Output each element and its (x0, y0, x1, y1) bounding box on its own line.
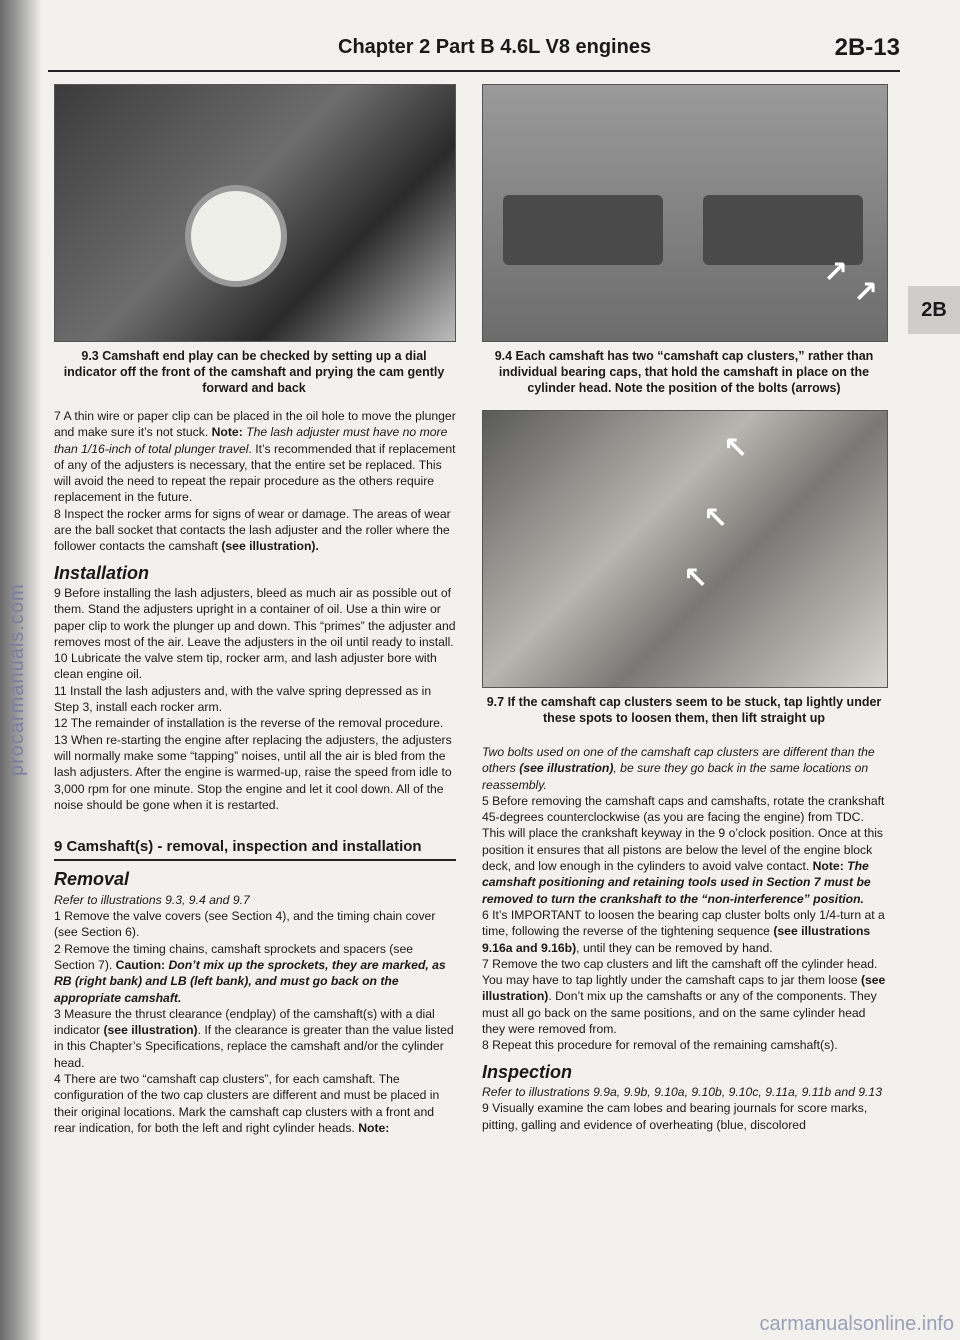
arrow-icon: ↖ (683, 562, 709, 595)
photo-dial-indicator (54, 84, 456, 342)
paragraph-8: 8 Inspect the rocker arms for signs of wear or damage. The areas of wear are the ball socket that contacts the lash adjuster and the roller where the follower contacts the camshaft (see illustration). (54, 506, 451, 554)
removal-step-2: 2 Remove the timing chains, camshaft sprockets and spacers (see Section 7). Caution: Don’t mix up the sprockets, they are marked, as RB (right bank) and LB (left bank), and must go back on the appropriate camshaft. (54, 941, 446, 1005)
dial-gauge-icon (185, 185, 287, 287)
photo-cylinder-head (482, 410, 888, 688)
inspection-heading: Inspection (482, 1061, 573, 1082)
paragraph-9: 9 Before installing the lash adjusters, bleed as much air as possible out of them. Stand the adjusters upright in a container of oil. Use a thin wire or paper clip to work the plunger up and down. This “primes” the adjuster and removes most of the air. Leave the adjusters in the oil until ready to install. (54, 585, 456, 649)
cap-cluster-left (503, 195, 663, 265)
removal-heading: Removal (54, 869, 130, 890)
removal-step-4: 4 There are two “camshaft cap clusters”, for each camshaft. The configuration of the two cap clusters are different and must be placed in their original locations. Mark the camshaft cap clusters with a front and rear indication, for both the left and right cylinder heads. Note: (54, 1071, 440, 1135)
arrow-icon: ↗ (853, 276, 879, 309)
removal-step-7: 7 Remove the two cap clusters and lift the camshaft off the cylinder head. You may have to tap lightly under the camshaft caps to jar them loose (see illustration). Don’t mix up the camshafts or any of the components. They must all go back on the same positions, and on the same cylinder head they were removed from. (482, 956, 886, 1037)
left-column (54, 408, 456, 1136)
footer-watermark: carmanualsonline.info (759, 1313, 954, 1335)
section-9-heading: 9 Camshaft(s) - removal, inspection and installation (54, 839, 456, 861)
removal-step-8: 8 Repeat this procedure for removal of the remaining camshaft(s). (482, 1038, 838, 1053)
caption-9-4: 9.4 Each camshaft has two “camshaft cap clusters,” rather than individual bearing caps, that hold the camshaft in place on the cylinder head. Note the position of the bolts (arrows) (494, 349, 874, 395)
removal-step-4-cont: Two bolts used on one of the camshaft cap clusters are different than the others (see illustration), be sure they go back in the same locations on reassembly. (482, 745, 875, 792)
removal-step-5: 5 Before removing the camshaft caps and camshafts, rotate the crankshaft 45-degrees counterclockwise (as you are facing the engine) from TDC. This will place the crankshaft keyway in the 9 o’clock position. Once at this position it ensures that all pistons are below the level of the engine block deck, and low enough in the cylinders to avoid valve contact. Note: The camshaft positioning and retaining tools used in Section 7 must be removed to turn the crankshaft to the “non-interference” position. (482, 793, 885, 906)
paragraph-13: 13 When re-starting the engine after replacing the adjusters, the adjusters will normally make some “tapping” noises, until all the air is bled from the lash adjusters. After the engine is warmed-up, raise the speed from idle to 3,000 rpm for one minute. Stop the engine and let it cool down. All of the noise should be gone when it is restarted. (54, 732, 452, 812)
arrow-icon: ↗ (823, 256, 849, 289)
photo-cap-clusters (482, 84, 888, 342)
inspection-ref: Refer to illustrations 9.9a, 9.9b, 9.10a, 9.10b, 9.10c, 9.11a, 9.11b and 9.13 (482, 1084, 882, 1099)
arrow-icon: ↖ (703, 502, 729, 535)
paragraph-7: 7 A thin wire or paper clip can be placed in the oil hole to move the plunger and make sure it’s not stuck. Note: The lash adjuster must have no more than 1/16-inch of total plunger travel. It’s recommended that if replacement of any of the adjusters is necessary, that the entire set be replaced. This will avoid the need to repeat the repair procedure as the others require replacement in the future. (54, 409, 456, 505)
side-watermark: procarmanuals.com (6, 583, 28, 777)
inspection-step-9: 9 Visually examine the cam lobes and bearing journals for score marks, pitting, galling and evidence of overheating (blue, discolored (482, 1101, 868, 1132)
installation-heading: Installation (54, 562, 150, 583)
chapter-tab: 2B (908, 286, 960, 334)
paragraph-10: 10 Lubricate the valve stem tip, rocker arm, and lash adjuster bore with clean engine oil. (54, 651, 437, 682)
chapter-title: Chapter 2 Part B 4.6L V8 engines (338, 36, 652, 58)
caption-9-3: 9.3 Camshaft end play can be checked by setting up a dial indicator off the front of the camshaft and prying the cam gently forward and back (63, 349, 445, 395)
paragraph-12: 12 The remainder of installation is the reverse of the removal procedure. (54, 716, 444, 731)
arrow-icon: ↖ (723, 432, 749, 465)
right-column (482, 744, 886, 1133)
removal-step-1: 1 Remove the valve covers (see Section 4), and the timing chain cover (see Section 6). (54, 909, 436, 940)
removal-step-6: 6 It’s IMPORTANT to loosen the bearing cap cluster bolts only 1/4-turn at a time, following the reverse of the tightening sequence (see illustrations 9.16a and 9.16b), until they can be removed by hand. (482, 907, 885, 955)
page-number: 2B-13 (834, 34, 900, 61)
removal-step-3: 3 Measure the thrust clearance (endplay) of the camshaft(s) with a dial indicator (see illustration). If the clearance is greater than the value listed in this Chapter’s Specifications, replace the camshaft and/or the cylinder head. (54, 1006, 454, 1070)
paragraph-11: 11 Install the lash adjusters and, with the valve spring depressed as in Step 3, install each rocker arm. (54, 683, 432, 715)
page-header (48, 30, 900, 72)
removal-ref: Refer to illustrations 9.3, 9.4 and 9.7 (54, 892, 250, 907)
caption-9-7: 9.7 If the camshaft cap clusters seem to be stuck, tap lightly under these spots to loosen them, then lift straight up (486, 695, 882, 725)
